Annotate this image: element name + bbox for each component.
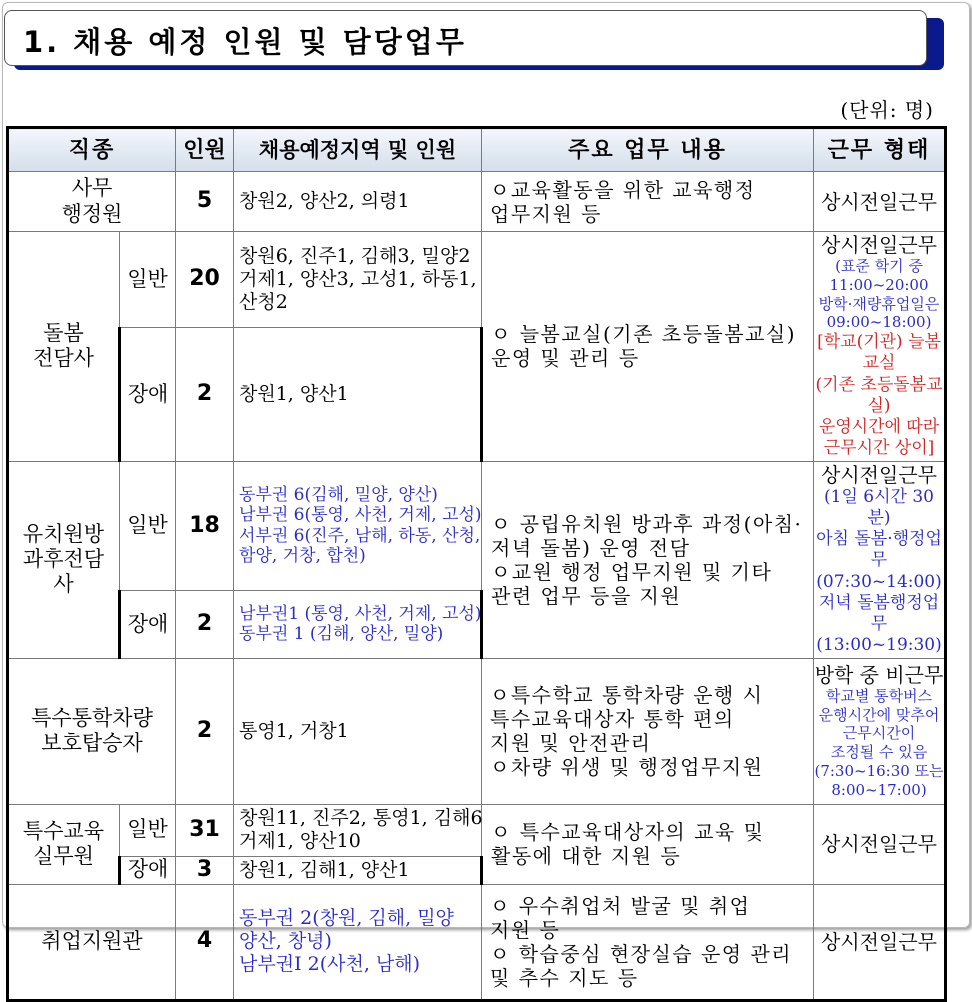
count-cell: 3 [176, 856, 234, 884]
sub-category-cell: 장애 [120, 328, 176, 461]
text-line: 남부권 6(통영, 사천, 거제, 고성) [239, 505, 482, 526]
count-cell: 20 [176, 232, 234, 328]
text-line: ㅇ 우수취업처 발굴 및 취업 [490, 893, 751, 918]
job-cell: 취업지원관 [8, 884, 176, 1000]
text-line: 실무원 [33, 844, 94, 868]
duty-cell [482, 232, 814, 462]
duty-cell [482, 461, 814, 658]
sub-category-cell: 일반 [120, 461, 176, 591]
unit-label: (단위: 명) [840, 98, 934, 122]
header-area: 채용예정지역 및 인원 [234, 128, 482, 172]
text-line: 양산, 창녕) [239, 930, 332, 953]
area-cell [234, 232, 482, 328]
job-cell [8, 658, 176, 804]
title-box [4, 10, 927, 66]
text-line: 보호탑승자 [41, 731, 143, 755]
text-line: 방학·재량휴업일은 [818, 294, 940, 313]
area-cell: 창원2, 양산2, 의령1 [234, 172, 482, 232]
job-cell [8, 804, 120, 884]
text-line: 남부권Ⅰ 2(사천, 남해) [239, 952, 421, 975]
text-line: ㅇ 학습중심 현장실습 운영 관리 [490, 941, 793, 966]
work-main-text: 상시전일근무 [821, 462, 937, 487]
work-cell: 상시전일근무 [814, 172, 946, 232]
work-main-text: 상시전일근무 [821, 233, 937, 257]
table-row [8, 172, 946, 232]
work-hours-note [814, 257, 944, 332]
work-cell: 상시전일근무 [814, 804, 946, 884]
duty-cell [482, 658, 814, 804]
text-line: 운영시간에 따라 [818, 417, 940, 437]
text-line: [학교(기관) 늘봄교실 [817, 332, 941, 374]
text-line: 아침 돌봄·행정업무 [816, 529, 942, 571]
sub-category-cell: 일반 [120, 804, 176, 856]
area-cell [234, 804, 482, 856]
sub-category-cell: 장애 [120, 856, 176, 884]
text-line: 09:00~18:00) [826, 313, 932, 332]
text-line: 저녁 돌봄) 운영 전담 [491, 535, 691, 560]
area-cell [234, 461, 482, 591]
duty-cell [482, 804, 814, 884]
area-cell: 통영1, 거창1 [234, 658, 482, 804]
recruitment-table [6, 126, 947, 1002]
text-line: ㅇ교원 행정 업무지원 및 기타 [491, 559, 773, 584]
text-line: ㅇ특수학교 통학차량 운행 시 [490, 683, 764, 707]
job-cell [8, 232, 120, 462]
text-line: 업무지원 등 [490, 201, 602, 226]
text-line: 근무시간이 [842, 724, 916, 743]
area-cell: 창원1, 김해1, 양산1 [234, 856, 482, 884]
text-line: 학교별 통학버스 [825, 686, 933, 705]
text-line: 지원 및 안전관리 [490, 731, 652, 755]
text-line: 운영 및 관리 등 [491, 346, 640, 371]
text-line: (7:30~16:30 또는 [814, 761, 944, 780]
work-cell [814, 461, 946, 658]
text-line: 특수통학차량 [31, 705, 153, 730]
duty-cell [482, 172, 814, 232]
text-line: 동부권 6(김해, 밀양, 양산) [239, 485, 438, 506]
text-line: 동부권 1 (김해, 양산, 밀양) [239, 624, 444, 645]
work-hours-note [814, 687, 944, 800]
text-line: 창원11, 진주2, 통영1, 김해6 [239, 807, 483, 830]
sub-category-cell: 일반 [120, 232, 176, 328]
text-line: 창원6, 진주1, 김해3, 밀양2 [239, 245, 471, 268]
text-line: 및 추수 지도 등 [490, 965, 639, 990]
text-line: ㅇ 늘봄교실(기존 초등돌봄교실) [491, 322, 796, 347]
text-line: ㅇ 특수교육대상자의 교육 및 [491, 820, 765, 844]
text-line: (13:00~19:30) [816, 635, 942, 656]
job-cell [8, 172, 176, 232]
table-row [8, 232, 946, 328]
table-row [8, 461, 946, 591]
count-cell: 2 [176, 591, 234, 658]
text-line: 사 [53, 572, 74, 597]
text-line: ㅇ교육활동을 위한 교육행정 [490, 177, 756, 202]
work-main-text: 방학 중 비근무 [814, 662, 944, 687]
work-variation-note [814, 332, 944, 460]
text-line: (기존 초등돌봄교실) [815, 374, 943, 416]
table-row [8, 884, 946, 1000]
text-line: 관련 업무 등을 지원 [491, 583, 682, 608]
text-line: 거제1, 양산10 [239, 830, 361, 852]
table-row [8, 658, 946, 804]
sub-category-cell: 장애 [120, 591, 176, 658]
area-cell [234, 884, 482, 1000]
page-title: 1. 채용 예정 인원 및 담당업무 [23, 25, 467, 59]
text-line: 특수교육 [22, 818, 105, 843]
text-line: 유치원방 [22, 521, 105, 546]
text-line: 돌봄 [43, 321, 84, 346]
text-line: 조정될 수 있음 [830, 743, 928, 761]
text-line: 8:00~17:00) [831, 780, 927, 799]
header-work: 근무 형태 [814, 128, 946, 172]
count-cell: 31 [176, 804, 234, 856]
text-line: (07:30~14:00) [816, 571, 942, 592]
text-line: 특수교육대상자 통학 편의 [490, 707, 735, 731]
header-job: 직종 [8, 128, 176, 172]
text-line: 운행시간에 맞추어 [818, 705, 940, 724]
text-line: 남부권1 (통영, 사천, 거제, 고성) [239, 603, 482, 624]
text-line: 근무시간 상이] [823, 438, 935, 459]
work-hours-note [814, 487, 944, 657]
text-line: 함양, 거창, 합천) [239, 546, 366, 567]
text-line: 동부권 2(창원, 김해, 밀양 [239, 907, 454, 930]
text-line: 활동에 대한 지원 등 [491, 844, 682, 868]
header-count: 인원 [176, 128, 234, 172]
text-line: 과후전담 [22, 546, 105, 571]
text-line: 사무 [71, 176, 113, 201]
count-cell: 2 [176, 658, 234, 804]
text-line: 거제1, 양산3, 고성1, 하동1, [239, 268, 477, 291]
text-line: 전담사 [33, 346, 94, 371]
area-cell [234, 591, 482, 658]
text-line: ㅇ차량 위생 및 행정업무지원 [490, 755, 764, 779]
duty-cell [482, 884, 814, 1000]
work-cell [814, 658, 946, 804]
job-cell [8, 461, 120, 658]
text-line: 서부권 6(진주, 남해, 하동, 산청, [239, 525, 481, 546]
text-line: (1일 6시간 30분) [824, 486, 934, 528]
text-line: 저녁 돌봄행정업무 [818, 592, 940, 634]
text-line: (표준 학기 중 11:00~20:00 [829, 257, 929, 294]
text-line: ㅇ 공립유치원 방과후 과정(아침· [491, 511, 803, 536]
text-line: 지원 등 [490, 917, 561, 942]
count-cell: 2 [176, 328, 234, 461]
text-line: 행정원 [61, 201, 123, 226]
area-cell: 창원1, 양산1 [234, 328, 482, 461]
count-cell: 5 [176, 172, 234, 232]
count-cell: 4 [176, 884, 234, 1000]
text-line: 산청2 [239, 290, 288, 313]
header-row [8, 128, 946, 172]
work-cell [814, 232, 946, 462]
work-cell: 상시전일근무 [814, 884, 946, 1000]
header-duty: 주요 업무 내용 [482, 128, 814, 172]
table-row [8, 804, 946, 856]
count-cell: 18 [176, 461, 234, 591]
